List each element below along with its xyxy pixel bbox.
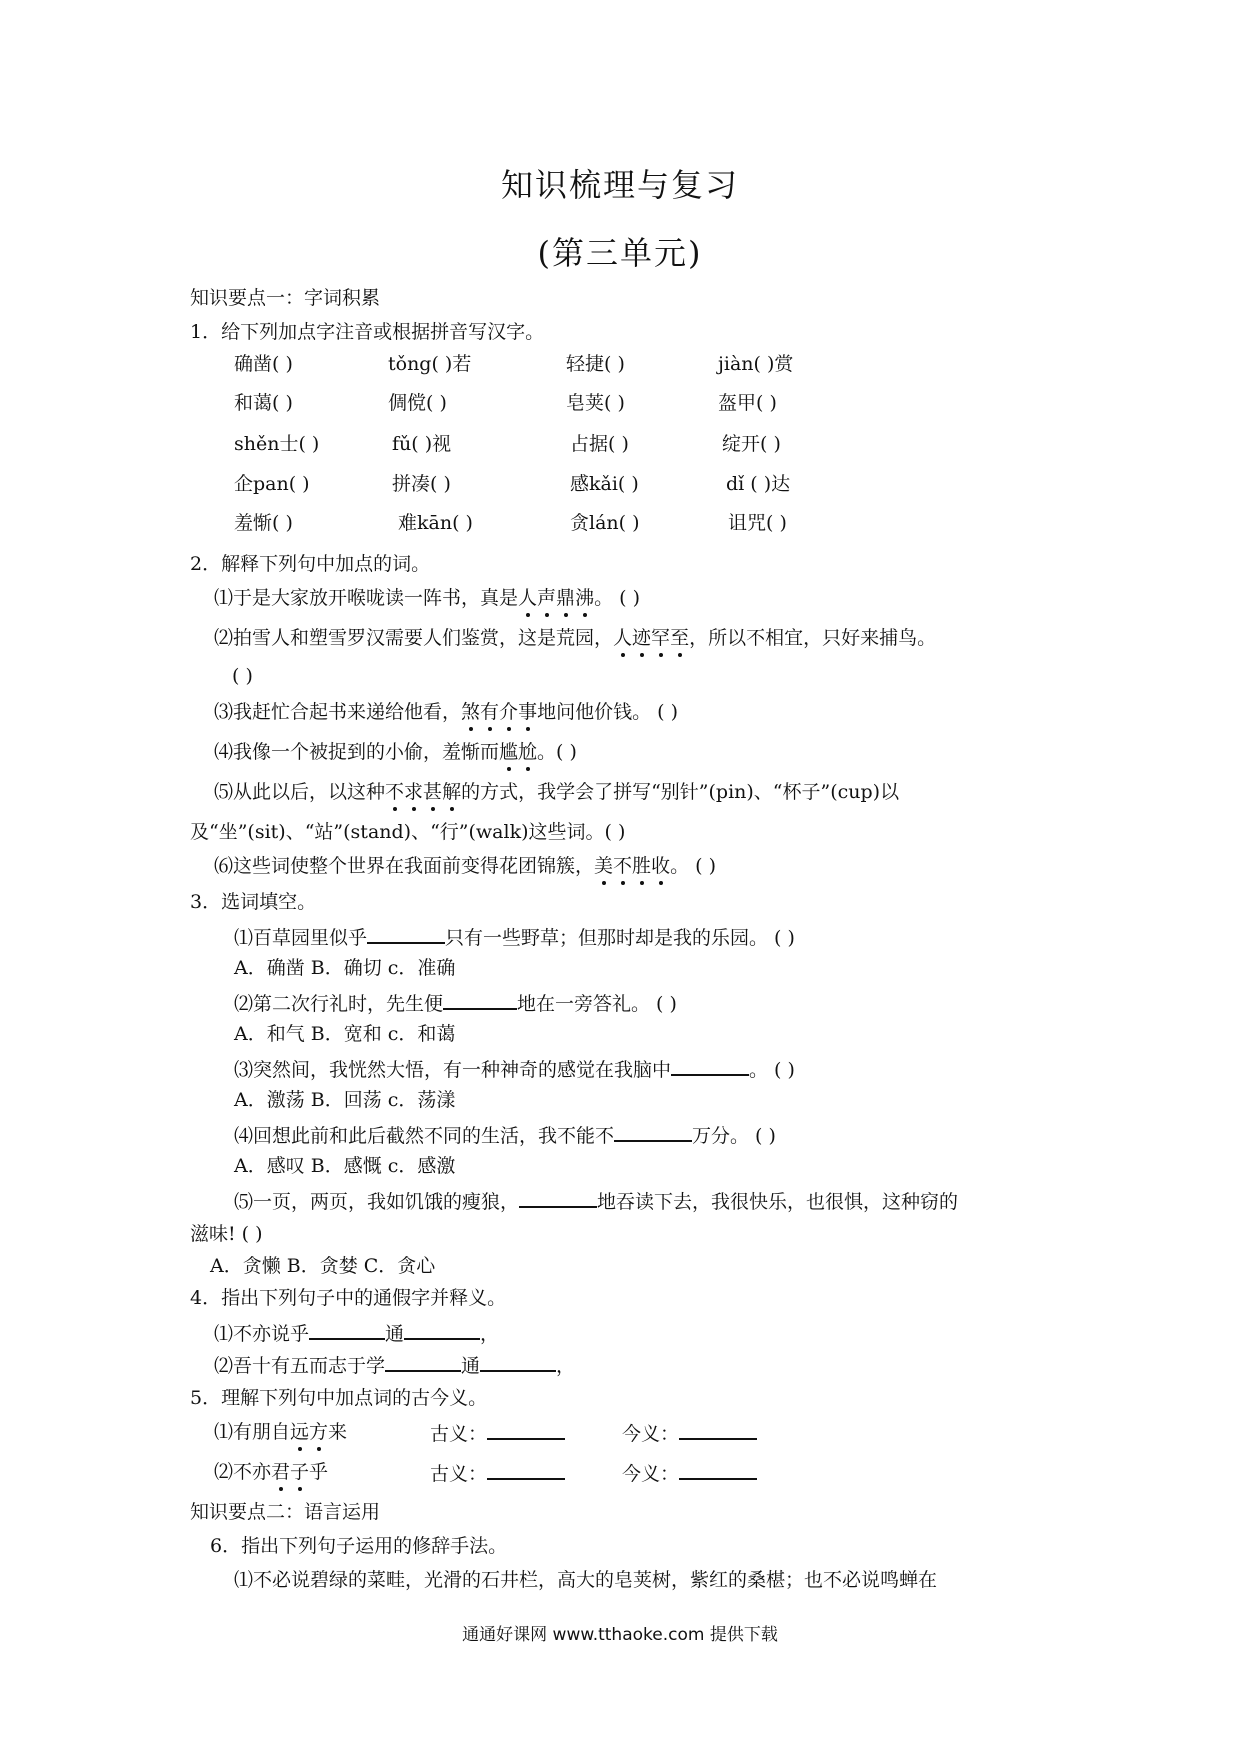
tong-label: 通 [385, 1323, 405, 1345]
dotted-char: 子 [290, 1461, 310, 1483]
q5-prompt: 5．理解下列句中加点词的古今义。 [190, 1387, 488, 1409]
q3-options-3: A．激荡 B．回荡 c．荡漾 [234, 1089, 456, 1111]
q2-s5-continued: 及“坐”(sit)、“站”(stand)、“行”(walk)这些词。( ) [190, 821, 626, 843]
q4-line-text: ⑵吾十有五而志于学 [214, 1355, 386, 1377]
dotted-char: 事 [518, 701, 538, 723]
dotted-char: 收 [651, 855, 671, 877]
q5-line-2 [214, 1460, 328, 1484]
fill-blank [309, 1320, 385, 1340]
dotted-word [613, 627, 689, 649]
section-heading-2: 知识要点二：语言运用 [190, 1501, 381, 1523]
q2-s2-answer: ( ) [232, 665, 253, 687]
fill-blank [519, 1188, 597, 1208]
q3-item-text: ⑴百草园里似乎 [234, 927, 368, 949]
q3-item-1 [234, 924, 795, 950]
dotted-char: 人 [613, 627, 633, 649]
tong-label: 通 [461, 1355, 481, 1377]
dotted-char: 美 [594, 855, 614, 877]
gu-label: 古义： [430, 1423, 488, 1445]
q3-item-text: ⑵第二次行礼时，先生便 [234, 993, 444, 1015]
q2-s5-text: ⑸从此以后，以这种 [214, 781, 386, 803]
fill-blank [404, 1320, 480, 1340]
page-title: 知识梳理与复习 [500, 166, 739, 204]
q3-item-tail: 万分。 ( ) [692, 1125, 776, 1147]
dotted-char: 有 [480, 701, 500, 723]
q5-line-tail: 来 [328, 1421, 348, 1443]
q3-item-tail: 只有一些野草；但那时却是我的乐园。 ( ) [445, 927, 795, 949]
dotted-word [290, 1421, 328, 1443]
q1-item: 皂荚( ) [566, 392, 625, 414]
dotted-char: 迹 [632, 627, 652, 649]
comma: ， [556, 1355, 576, 1377]
fill-blank [487, 1460, 565, 1480]
ancient-meaning-2 [430, 1460, 565, 1486]
q2-sentence-1 [214, 586, 640, 610]
page-footer: 通通好课网 www.tthaoke.com 提供下载 [462, 1625, 778, 1645]
q2-prompt: 2．解释下列句中加点的词。 [190, 553, 431, 575]
q3-item-4 [234, 1122, 776, 1148]
q1-item: 贪lán( ) [570, 512, 640, 534]
q4-prompt: 4．指出下列句子中的通假字并释义。 [190, 1287, 507, 1309]
q1-item: 拼凑( ) [392, 473, 451, 495]
q2-s1-tail: 。 ( ) [594, 587, 640, 609]
dotted-char: 胜 [632, 855, 652, 877]
q3-options-2: A．和气 B．宽和 c．和蔼 [234, 1023, 456, 1045]
q4-line-1 [214, 1320, 499, 1346]
fill-blank [385, 1352, 461, 1372]
fill-blank [679, 1460, 757, 1480]
page-subtitle: (第三单元) [537, 234, 703, 272]
dotted-char: 声 [537, 587, 557, 609]
q4-line-text: ⑴不亦说乎 [214, 1323, 310, 1345]
comma: ， [480, 1323, 500, 1345]
dotted-word [271, 1461, 309, 1483]
dotted-char: 煞 [461, 701, 481, 723]
dotted-char: 人 [518, 587, 538, 609]
dotted-char: 君 [271, 1461, 291, 1483]
q1-prompt: 1．给下列加点字注音或根据拼音写汉字。 [190, 321, 545, 343]
q5-line-1 [214, 1420, 347, 1444]
dotted-word [518, 587, 594, 609]
q1-item: 盔甲( ) [718, 392, 777, 414]
dotted-char: 至 [670, 627, 690, 649]
q6-prompt: 6．指出下列句子运用的修辞手法。 [210, 1535, 508, 1557]
q3-item-2 [234, 990, 677, 1016]
q3-options-5: A．贪懒 B．贪婪 C．贪心 [210, 1255, 436, 1277]
q3-item-5-continued: 滋味! ( ) [190, 1223, 263, 1245]
q1-item: 轻捷( ) [566, 353, 625, 375]
section-heading-1: 知识要点一：字词积累 [190, 287, 381, 309]
q1-item: 羞惭( ) [234, 512, 293, 534]
fill-blank [614, 1122, 692, 1142]
q3-item-text: ⑸一页，两页，我如饥饿的瘦狼， [234, 1191, 520, 1213]
dotted-char: 罕 [651, 627, 671, 649]
q1-item: 企pan( ) [234, 473, 310, 495]
dotted-char: 甚 [423, 781, 443, 803]
q5-line-text: ⑴有朋自 [214, 1421, 291, 1443]
fill-blank [487, 1420, 565, 1440]
dotted-word [461, 701, 537, 723]
q5-line-tail: 乎 [309, 1461, 329, 1483]
dotted-word [385, 781, 461, 803]
q1-item: 难kān( ) [398, 512, 473, 534]
q3-item-text: ⑶突然间，我恍然大悟，有一种神奇的感觉在我脑中 [234, 1059, 672, 1081]
ancient-meaning-1 [430, 1420, 565, 1446]
fill-blank [671, 1056, 749, 1076]
q1-item: 占据( ) [570, 433, 629, 455]
q1-item: 和蔼( ) [234, 392, 293, 414]
dotted-char: 沸 [575, 587, 595, 609]
q1-item: 绽开( ) [722, 433, 781, 455]
q2-s5-tail: 的方式，我学会了拼写“别针”(pin)、“杯子”(cup)以 [461, 781, 900, 803]
jin-label: 今义： [622, 1423, 680, 1445]
q1-item: 诅咒( ) [728, 512, 787, 534]
q1-item: 倜傥( ) [388, 392, 447, 414]
q1-item: 确凿( ) [234, 353, 293, 375]
q2-s4-tail: 。( ) [537, 741, 577, 763]
q2-s3-text: ⑶我赶忙合起书来递给他看， [214, 701, 462, 723]
dotted-char: 不 [613, 855, 633, 877]
dotted-char: 求 [404, 781, 424, 803]
dotted-char: 远 [290, 1421, 310, 1443]
q2-sentence-5 [214, 780, 899, 804]
q6-line-1: ⑴不必说碧绿的菜畦，光滑的石井栏，高大的皂荚树，紫红的桑椹；也不必说鸣蝉在 [234, 1569, 938, 1591]
q3-item-5 [234, 1188, 958, 1214]
dotted-word [594, 855, 670, 877]
dotted-word [499, 741, 537, 763]
gu-label: 古义： [430, 1463, 488, 1485]
q1-item: tǒng( )若 [388, 353, 472, 375]
q3-item-3 [234, 1056, 795, 1082]
modern-meaning-1 [622, 1420, 757, 1446]
dotted-char: 方 [309, 1421, 329, 1443]
q3-options-4: A．感叹 B．感慨 c．感激 [234, 1155, 456, 1177]
dotted-char: 尬 [518, 741, 538, 763]
jin-label: 今义： [622, 1463, 680, 1485]
q2-sentence-6 [214, 854, 716, 878]
dotted-char: 鼎 [556, 587, 576, 609]
q2-s6-tail: 。 ( ) [670, 855, 716, 877]
q1-item: fǔ( )视 [392, 433, 452, 455]
q3-item-tail: 地吞读下去，我很快乐，也很惧，这种窃的 [597, 1191, 959, 1213]
q2-s1-text: ⑴于是大家放开喉咙读一阵书，真是 [214, 587, 519, 609]
q1-item: shěn士( ) [234, 433, 320, 455]
q1-item: jiàn( )赏 [718, 353, 794, 375]
q3-item-tail: 。 ( ) [749, 1059, 795, 1081]
fill-blank [679, 1420, 757, 1440]
q2-s2-tail: ，所以不相宜，只好来捕鸟。 [689, 627, 937, 649]
q3-prompt: 3．选词填空。 [190, 891, 317, 913]
dotted-char: 解 [442, 781, 462, 803]
q3-options-1: A．确凿 B．确切 c．准确 [234, 957, 456, 979]
modern-meaning-2 [622, 1460, 757, 1486]
dotted-char: 介 [499, 701, 519, 723]
q1-item: 感kǎi( ) [570, 473, 639, 495]
q3-item-tail: 地在一旁答礼。 ( ) [517, 993, 677, 1015]
q2-s3-tail: 地问他价钱。 ( ) [537, 701, 678, 723]
fill-blank [443, 990, 517, 1010]
dotted-char: 不 [385, 781, 405, 803]
q2-s6-text: ⑹这些词使整个世界在我面前变得花团锦簇， [214, 855, 595, 877]
q2-sentence-4 [214, 740, 577, 764]
fill-blank [367, 924, 445, 944]
q2-sentence-2 [214, 626, 936, 650]
q2-sentence-3 [214, 700, 678, 724]
q2-s2-text: ⑵拍雪人和塑雪罗汉需要人们鉴赏，这是荒园， [214, 627, 614, 649]
dotted-char: 尴 [499, 741, 519, 763]
q4-line-2 [214, 1352, 575, 1378]
q1-item: dǐ ( )达 [726, 473, 791, 495]
q5-line-text: ⑵不亦 [214, 1461, 272, 1483]
q3-item-text: ⑷回想此前和此后截然不同的生活，我不能不 [234, 1125, 615, 1147]
fill-blank [480, 1352, 556, 1372]
q2-s4-text: ⑷我像一个被捉到的小偷，羞惭而 [214, 741, 500, 763]
